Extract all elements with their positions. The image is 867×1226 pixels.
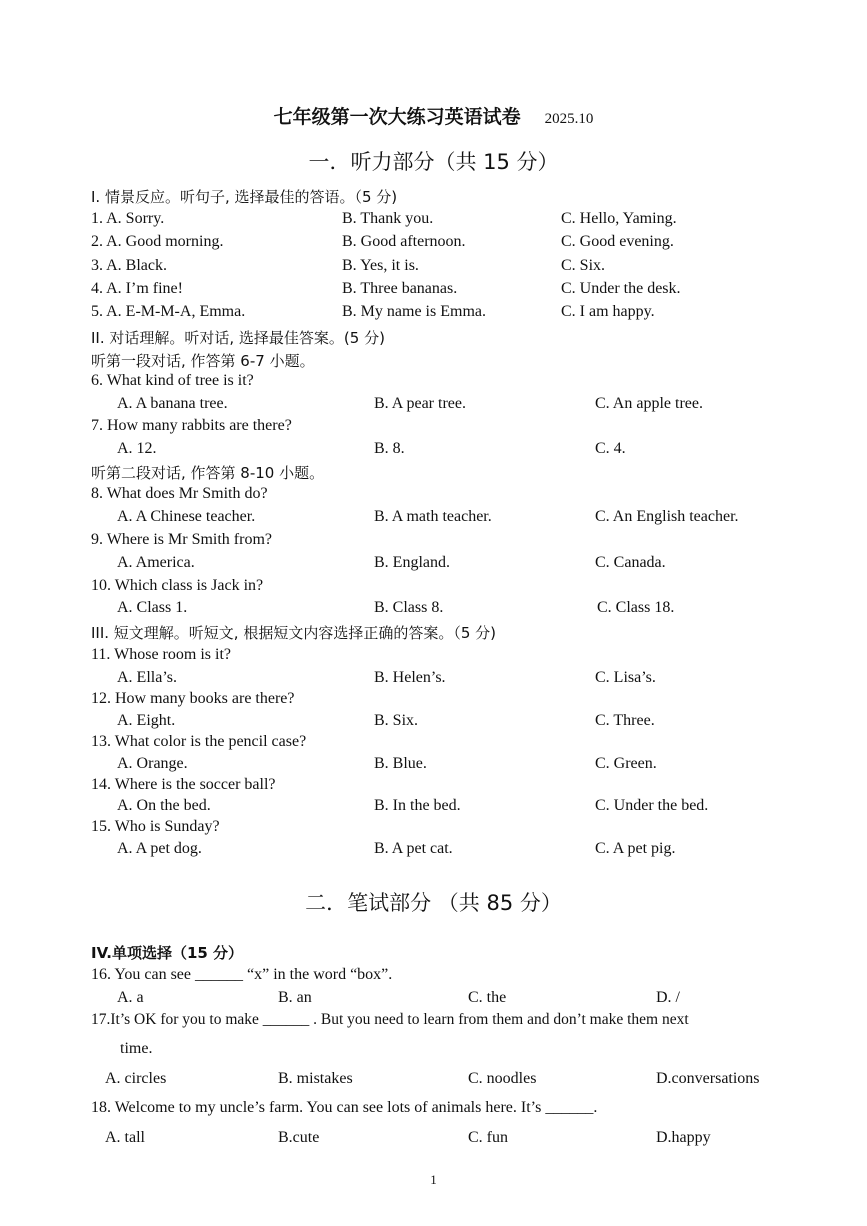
q15-option-b: B. A pet cat. [374,840,453,857]
q17-option-d: D.conversations [656,1070,760,1087]
q11-option-c: C. Lisa’s. [595,669,656,686]
q7-option-b: B. 8. [374,440,405,457]
title-row [0,102,867,129]
section-4-label: IV.单项选择（15 分） [91,944,244,962]
written-heading: 二．笔试部分 （共 85 分） [305,891,562,915]
section-2-sub1: 听第一段对话, 作答第 6-7 小题。 [91,352,315,370]
exam-date: 2025.10 [544,111,594,127]
q16-option-d: D. / [656,989,680,1006]
q2-option-b: B. Good afternoon. [342,233,466,250]
q4-option-a: 4. A. I’m fine! [91,280,183,297]
q13-stem: 13. What color is the pencil case? [91,733,307,750]
q13-option-a: A. Orange. [117,755,188,772]
q2-option-a: 2. A. Good morning. [91,233,224,250]
q16-option-c: C. the [468,989,507,1006]
q10-option-c: C. Class 18. [597,599,675,616]
q13-option-c: C. Green. [595,755,657,772]
section-2-label: II. 对话理解。听对话, 选择最佳答案。(5 分) [91,329,385,347]
q11-option-a: A. Ella’s. [117,669,177,686]
q5-option-b: B. My name is Emma. [342,303,486,320]
q7-option-c: C. 4. [595,440,626,457]
q15-stem: 15. Who is Sunday? [91,818,220,835]
q12-option-a: A. Eight. [117,712,176,729]
q17-option-b: B. mistakes [278,1070,353,1087]
q18-option-d: D.happy [656,1129,711,1146]
q3-option-c: C. Six. [561,257,606,274]
q11-stem: 11. Whose room is it? [91,646,231,663]
q10-stem: 10. Which class is Jack in? [91,577,264,594]
q15-option-a: A. A pet dog. [117,840,202,857]
q17-option-a: A. circles [105,1070,167,1087]
q8-option-a: A. A Chinese teacher. [117,508,256,525]
q10-option-b: B. Class 8. [374,599,444,616]
section-1-label: I. 情景反应。听句子, 选择最佳的答语。（5 分) [91,188,398,206]
listening-heading: 一．听力部分（共 15 分） [308,150,559,174]
q2-option-c: C. Good evening. [561,233,674,250]
q14-option-b: B. In the bed. [374,797,461,814]
q14-option-a: A. On the bed. [117,797,211,814]
q1-option-c: C. Hello, Yaming. [561,210,677,227]
q7-option-a: A. 12. [117,440,157,457]
q9-option-c: C. Canada. [595,554,666,571]
section-2-sub2: 听第二段对话, 作答第 8-10 小题。 [91,464,325,482]
q7-stem: 7. How many rabbits are there? [91,417,292,434]
q6-option-a: A. A banana tree. [117,395,228,412]
q6-option-c: C. An apple tree. [595,395,703,412]
q17-option-c: C. noodles [468,1070,537,1087]
q17-stem-continuation: time. [120,1040,153,1057]
q13-option-b: B. Blue. [374,755,427,772]
q17-stem: 17.It’s OK for you to make ______ . But you need to learn from them and don’t make them next [91,1011,689,1028]
q18-option-a: A. tall [105,1129,145,1146]
q5-option-c: C. I am happy. [561,303,655,320]
q12-stem: 12. How many books are there? [91,690,295,707]
q6-option-b: B. A pear tree. [374,395,466,412]
q3-option-a: 3. A. Black. [91,257,167,274]
q14-option-c: C. Under the bed. [595,797,709,814]
q18-option-b: B.cute [278,1129,320,1146]
q9-stem: 9. Where is Mr Smith from? [91,531,273,548]
q12-option-b: B. Six. [374,712,419,729]
q9-option-b: B. England. [374,554,450,571]
q14-stem: 14. Where is the soccer ball? [91,776,276,793]
q8-option-c: C. An English teacher. [595,508,739,525]
q18-option-c: C. fun [468,1129,508,1146]
q16-option-b: B. an [278,989,312,1006]
q16-stem: 16. You can see ______ “x” in the word “box”. [91,966,393,983]
q9-option-a: A. America. [117,554,195,571]
q11-option-b: B. Helen’s. [374,669,446,686]
q5-option-a: 5. A. E-M-M-A, Emma. [91,303,246,320]
q4-option-b: B. Three bananas. [342,280,458,297]
q8-option-b: B. A math teacher. [374,508,492,525]
q18-stem: 18. Welcome to my uncle’s farm. You can see lots of animals here. It’s ______. [91,1099,598,1116]
q8-stem: 8. What does Mr Smith do? [91,485,268,502]
q6-stem: 6. What kind of tree is it? [91,372,254,389]
q1-option-a: 1. A. Sorry. [91,210,165,227]
section-3-label: III. 短文理解。听短文, 根据短文内容选择正确的答案。（5 分) [91,624,497,642]
exam-title: 七年级第一次大练习英语试卷 [273,106,521,128]
page-number: 1 [430,1172,437,1187]
q16-option-a: A. a [117,989,144,1006]
q10-option-a: A. Class 1. [117,599,188,616]
q3-option-b: B. Yes, it is. [342,257,419,274]
q15-option-c: C. A pet pig. [595,840,676,857]
q4-option-c: C. Under the desk. [561,280,681,297]
q1-option-b: B. Thank you. [342,210,434,227]
q12-option-c: C. Three. [595,712,655,729]
